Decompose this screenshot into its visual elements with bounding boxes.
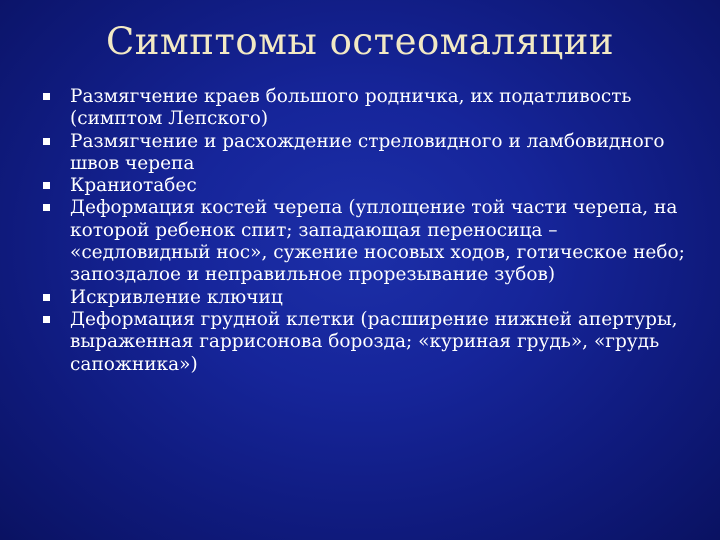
square-bullet-icon — [43, 316, 50, 323]
bullet-item — [40, 197, 700, 286]
square-bullet-icon — [43, 93, 50, 100]
square-bullet-icon — [43, 204, 50, 211]
square-bullet-icon — [43, 294, 50, 301]
square-bullet-icon — [43, 182, 50, 189]
bullet-text: Деформация костей черепа (уплощение той части черепа, на которой ребенок спит; западающая переносица – «седловидный нос», сужение носовых ходов, готическое небо; запоздалое и неправильное прорезывание зубов) — [70, 197, 685, 286]
bullet-text: Размягчение и расхождение стреловидного и ламбовидного швов черепа — [70, 130, 665, 174]
bullet-text: Краниотабес — [70, 175, 197, 197]
bullet-text: Искривление ключиц — [70, 286, 283, 308]
square-bullet-icon — [43, 138, 50, 145]
bullet-item — [40, 86, 700, 131]
bullet-item — [40, 287, 700, 309]
bullet-list — [40, 86, 700, 376]
bullet-item — [40, 131, 700, 176]
bullet-item — [40, 175, 700, 197]
bullet-text: Размягчение краев большого родничка, их податливость (симптом Лепского) — [70, 86, 632, 130]
bullet-text: Деформация грудной клетки (расширение нижней апертуры, выраженная гаррисонова борозда; «куриная грудь», «грудь сапожника») — [70, 308, 678, 375]
slide-title: Симптомы остеомаляции — [105, 20, 615, 63]
bullet-item — [40, 309, 700, 376]
